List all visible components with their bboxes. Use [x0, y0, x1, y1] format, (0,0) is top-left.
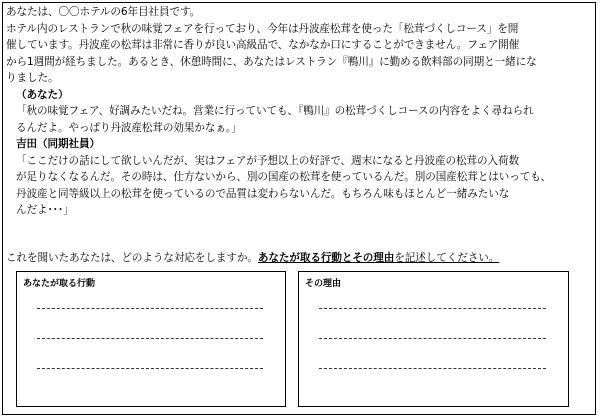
quote-line: るんだよ。やっぱり丹波産松茸の効果かなぁ。」 [16, 121, 242, 134]
scenario-line: りました。 [6, 72, 59, 84]
answer-line [319, 368, 546, 369]
action-box-title: あなたが取る行動 [23, 279, 96, 289]
question-emph-reason: その理由 [352, 252, 395, 264]
scenario-text [6, 4, 586, 219]
speaker-you: （あなた） [16, 88, 69, 101]
scenario-line: 催しています。丹波産の松茸は非常に香りが良い高級品で、なかなか口にすることができません。フェア開催 [6, 39, 520, 51]
quote-line: が足りなくなるんだ。その時は、仕方ないから、別の国産の松茸を使っているんだ。別の国産松茸とはいっても、 [16, 171, 552, 183]
speaker-yoshida: 吉田（同期社員） [16, 138, 100, 150]
action-answer-box[interactable] [16, 271, 286, 407]
answer-line [319, 308, 546, 309]
question-emph-action: あなたが取る行動 [257, 252, 342, 264]
scenario-line: ホテル内のレストランで秋の味覚フェアを行っており、今年は丹波産松茸を使った「松茸づくしコース」を開 [6, 22, 519, 35]
answer-line [37, 338, 263, 339]
quote-line: 丹波産と同等級以上の松茸を使っているので品質は変わらないんだ。もちろん味もほとんど一緒みたいな [16, 187, 510, 200]
quote-line: 「ここだけの話にして欲しいんだが、実はフェアが予想以上の好評で、週末になると丹波産の松茸の入荷数 [16, 154, 519, 167]
quote-line: 「秋の味覚フェア、好調みたいだね。営業に行っていても、『鴨川』の松茸づくしコースの内容をよく尋ねられ [16, 105, 534, 117]
scenario-line: あなたは、〇〇ホテルの6年目社員です。 [6, 6, 201, 18]
question-prompt [6, 250, 590, 266]
reason-box-title: その理由 [305, 279, 342, 289]
answer-line [37, 368, 263, 369]
answer-line [319, 338, 546, 339]
answer-line [37, 308, 263, 309]
question-prefix: これを聞いたあなたは、どのような対応をしますか。 [6, 252, 258, 264]
question-connector: と [341, 252, 353, 264]
question-suffix: を記述してください。 [394, 252, 500, 264]
reason-answer-box[interactable] [298, 271, 569, 407]
scenario-line: から1週間が経ちました。あるとき、休憩時間に、あなたはレストラン『鴨川』に勤める飲料部の同期と一緒にな [6, 55, 537, 68]
quote-line: んだよ･･･」 [16, 204, 74, 216]
